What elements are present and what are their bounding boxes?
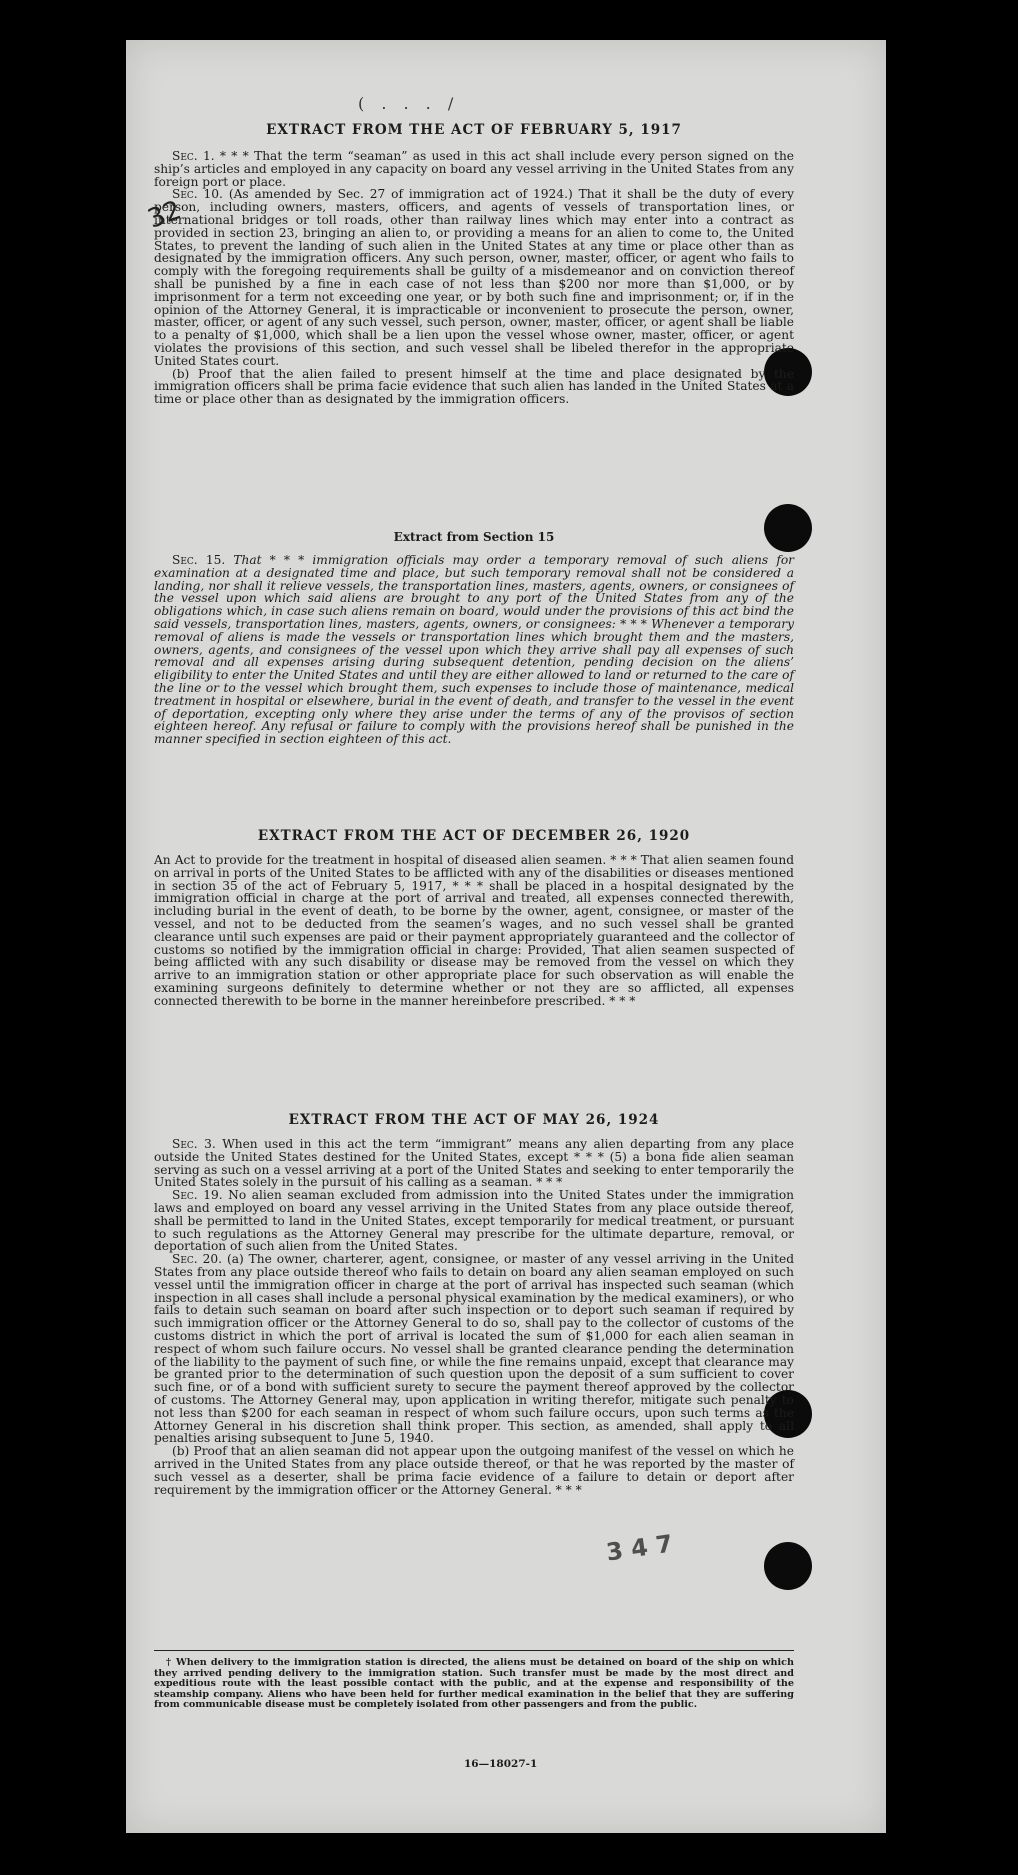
sec20-text: (a) The owner, charterer, agent, consignee, or master of any vessel arriving in the United States from any place outside thereof who fails to detain on board any alien seaman employed on such vessel until the immigration officer in charge at the port of arrival has inspected such seaman (which inspection in all cases shall include a personal physical examination by the medical examiners), or who fails to detain such seaman on board after such inspection or to deport such seaman if required by such immigration officer or the Attorney General to do so, shall pay to the collector of customs of the customs district in which the port of arrival is located the sum of $1,000 for each alien seaman in respect of whom such failure occurs. No vessel shall be granted clearance pending the determination of the liability to the payment of such fine, or while the fine remains unpaid, except that clearance may be granted prior to the determination of such question upon the deposit of a sum sufficient to cover such fine, or of a bond with sufficient surety to secure the payment thereof approved by the collector of customs. The Attorney General may, upon application in writing therefor, mitigate such penalty to not less than $200 for each seaman in respect of whom such failure occurs, upon such terms as the Attorney General in his discretion shall think proper. This section, as amended, shall apply to all penalties arising subsequent to June 5, 1940. xyxy=(154,1252,795,1446)
sec3-label: Sec. 3. xyxy=(172,1137,216,1151)
act1920-text: An Act to provide for the treatment in hospital of diseased alien seamen. * * * That alien seamen found on arrival in ports of the United States to be afflicted with any of the disabilities or diseases mentioned in section 35 of the act of February 5, 1917, * * * shall be placed in a hospital designated by the immigration official in charge at the port of arrival and treated, all expenses connected therewith, including burial in the event of death, to be borne by the owner, agent, consignee, or master of the vessel, and not to be deducted from the seamen’s wages, and no such vessel shall be granted clearance until such expenses are paid or their payment appropriately guaranteed and the collector of customs so notified by the immigration official in charge: Provided, That alien seamen suspected of being afflicted with any such disability or disease may be removed from the vessel on which they arrive to an immigration station or other appropriate place for such observation as will enable the examining surgeons definitely to determine whether or not they are so afflicted, all expenses connected therewith to be borne in the manner hereinbefore prescribed. * * * xyxy=(154,853,794,1008)
footnote-text: † When delivery to the immigration station is directed, the aliens must be detained on board of the ship on which they arrived pending delivery to the immigration station. Such transfer must be made by the most direct and expeditious route with the least possible contact with the public, and at the expense and responsibility of the steamship company. Aliens who have been held for further medical examination in the belief that they are suffering from communicable disease must be completely isolated from other passengers and from the public. xyxy=(154,1657,794,1711)
sec15-label: Sec. 15. xyxy=(172,553,226,567)
sec19-label: Sec. 19. xyxy=(172,1188,223,1203)
document-page xyxy=(126,40,886,1833)
sec15-text: That * * * immigration officials may order a temporary removal of such aliens for examination at a designated time and place, but such temporary removal shall not be considered a landing, nor shall it relieve vessels, the transportation lines, masters, agents, owners, or consignees of the vessel upon which said aliens are brought to any port of the United States from any of the obligations which, in case such aliens remain on board, would under the provisions of this act bind the said vessels, transportation lines, masters, agents, owners, or consignees: * * * Whenever a temporary removal of aliens is made the vessels or transportation lines which brought them and the masters, owners, agents, and consignees of the vessel upon which they arrive shall pay all expenses of such removal and all expenses arising during subsequent detention, pending decision on the aliens’ eligibility to enter the United States and until they are either allowed to land or returned to the care of the line or to the vessel which brought them, such expenses to include those of maintenance, medical treatment in hospital or elsewhere, burial in the event of death, and transfer to the vessel in the event of deportation, excepting only where they arise under the terms of any of the provisos of section eighteen hereof. Any refusal or failure to comply with the provisions hereof shall be punished in the manner specified in section eighteen of this act. xyxy=(154,553,794,747)
section-1917 xyxy=(154,150,794,406)
footnote-block xyxy=(154,1658,794,1711)
sec1-text: * * * That the term “seaman” as used in this act shall include every person signed on the ship’s articles and employed in any capacity on board any vessel arriving in the United States from any foreign port or place. xyxy=(154,149,795,189)
sec10b-text: (b) Proof that the alien failed to present himself at the time and place designated by the immigration officers shall be prima facie evidence that such alien has landed in the United States at a time or place other than as designated by the immigration officers. xyxy=(154,366,794,407)
sec10-label: Sec. 10. xyxy=(172,187,223,202)
sec20-label: Sec. 20. xyxy=(172,1252,222,1267)
section-1924 xyxy=(154,1138,794,1496)
heading-act-1920: EXTRACT FROM THE ACT OF DECEMBER 26, 1920 xyxy=(257,828,691,844)
heading-act-1924: EXTRACT FROM THE ACT OF MAY 26, 1924 xyxy=(288,1112,660,1128)
footnote-divider xyxy=(154,1650,794,1651)
sec1-label: Sec. 1. xyxy=(172,149,215,163)
top-handwritten-mark: ( . . . / xyxy=(358,94,460,113)
sec3-text: When used in this act the term “immigrant” means any alien departing from any place outside the United States destined for the United States, except * * * (5) a bona fide alien seaman serving as such on a vessel arriving at a port of the United States and seeking to enter temporarily the United States solely in the pursuit of his calling as a seaman. * * * xyxy=(154,1137,795,1190)
section-15 xyxy=(154,554,794,746)
heading-act-1917: EXTRACT FROM THE ACT OF FEBRUARY 5, 1917 xyxy=(266,122,682,138)
punch-hole xyxy=(764,504,812,552)
sec20b-text: (b) Proof that an alien seaman did not appear upon the outgoing manifest of the vessel on which he arrived in the United States from any place outside thereof, or that he was reported by the master of such vessel as a deserter, shall be prima facie evidence of a failure to detain or deport after requirement by the immigration officer or the Attorney General. * * * xyxy=(154,1444,794,1497)
heading-section-15: Extract from Section 15 xyxy=(393,530,555,544)
margin-handwritten-mark: 32 xyxy=(143,195,186,235)
form-number: 16—18027-1 xyxy=(464,1758,538,1770)
section-1920 xyxy=(154,854,794,1008)
pencil-annotation: 3 4 7 xyxy=(604,1529,675,1567)
punch-hole xyxy=(764,1542,812,1590)
sec19-text: No alien seaman excluded from admission into the United States under the immigration laws and employed on board any vessel arriving in the United States from any place outside thereof, shall be permitted to land in the United States, except temporarily for medical treatment, or pursuant to such regulations as the Attorney General may prescribe for the ultimate departure, removal, or deportation of such alien from the United States. xyxy=(154,1188,795,1254)
sec10-text: (As amended by Sec. 27 of immigration act of 1924.) That it shall be the duty of every person, including owners, masters, officers, and agents of vessels of transportation lines, or international bridges or toll roads, other than railway lines which may enter into a contract as provided in section 23, bringing an alien to, or providing a means for an alien to come to, the United States, to prevent the landing of such alien in the United States at any time or place other than as designated by the immigration officers. Any such person, owner, master, officer, or agent who fails to comply with the foregoing requirements shall be guilty of a misdemeanor and on conviction thereof shall be punished by a fine in each case of not less than $200 nor more than $1,000, or by imprisonment for a term not exceeding one year, or by both such fine and imprisonment; or, if in the opinion of the Attorney General, it is impracticable or inconvenient to prosecute the person, owner, master, officer, or agent of any such vessel, such person, owner, master, officer, or agent shall be liable to a penalty of $1,000, which shall be a lien upon the vessel whose owner, master, officer, or agent violates the provisions of this section, and such vessel shall be libeled therefor in the appropriate United States court. xyxy=(154,187,795,368)
